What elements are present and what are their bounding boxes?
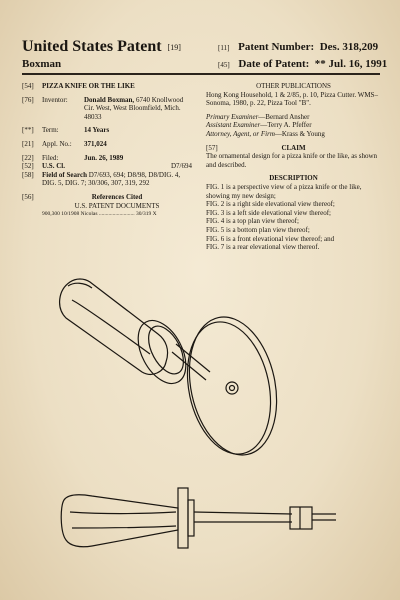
primary-examiner: Primary Examiner—Bernard Ansher [206, 112, 310, 121]
patent-number: [11] Patent Number: Des. 318,209 [218, 41, 379, 53]
refs-row: [56] References Cited [22, 192, 143, 201]
title-row: [54] PIZZA KNIFE OR THE LIKE [22, 82, 135, 90]
uscl-row: [52] U.S. Cl. D7/694 [22, 162, 192, 171]
field-row: [58] Field of Search D7/693, 694; D8/98, D8/DIG. 4, DIG. 5, DIG. 7; 30/306, 307, 319, 292 [22, 170, 181, 188]
term-row: [**] Term: 14 Years [22, 126, 110, 135]
fig-7: FIG. 7 is a rear elevational view thereof. [206, 243, 320, 252]
attorney: Attorney, Agent, or Firm—Krass & Young [206, 129, 325, 138]
date-of-patent: [45] Date of Patent: ** Jul. 16, 1991 [218, 58, 388, 70]
reference-entry: 900,300 10/1908 Nicolas .......................... 30/319 X [42, 211, 157, 218]
fig-5: FIG. 5 is a bottom plan view thereof; [206, 225, 310, 234]
inventor-row: [76] Inventor: Donald Boxman, 6740 Knollwood Cir. West, West Bloomfield, Mich. 48033 [22, 95, 184, 121]
inventor-surname: Boxman [22, 58, 62, 70]
assistant-examiner: Assistant Examiner—Terry A. Pfeffer [206, 121, 312, 130]
patent-title: United States Patent [19] [22, 38, 181, 55]
claim-text: The ornamental design for a pizza knife or the like, as shown and described. [206, 152, 378, 169]
description-heading: DESCRIPTION [269, 174, 318, 183]
other-pubs-heading: OTHER PUBLICATIONS [256, 82, 331, 90]
side-elevation-drawing [61, 488, 336, 548]
fig-3: FIG. 3 is a left side elevational view thereof; [206, 208, 331, 217]
appl-row: [21] Appl. No.: 371,024 [22, 139, 107, 148]
fig-6: FIG. 6 is a front elevational view thereof; and [206, 234, 335, 243]
fig-2: FIG. 2 is a right side elevational view thereof; [206, 200, 335, 209]
fig-1: FIG. 1 is a perspective view of a pizza knife or the like, showing my new design; [206, 182, 362, 200]
claim-heading-row: [57] CLAIM [206, 143, 306, 152]
perspective-view-drawing [60, 279, 289, 463]
filed-row: [22] Filed: Jun. 26, 1989 [22, 153, 124, 162]
fig-4: FIG. 4 is a top plan view thereof; [206, 217, 299, 226]
other-pubs-text: Hong Kong Household, 1 & 2/85, p. 10, Pizza Cutter. WMS–Sonoma, 1980, p. 22, Pizza Tool "B". [206, 90, 378, 108]
refs-subheading: U.S. PATENT DOCUMENTS [74, 201, 160, 210]
